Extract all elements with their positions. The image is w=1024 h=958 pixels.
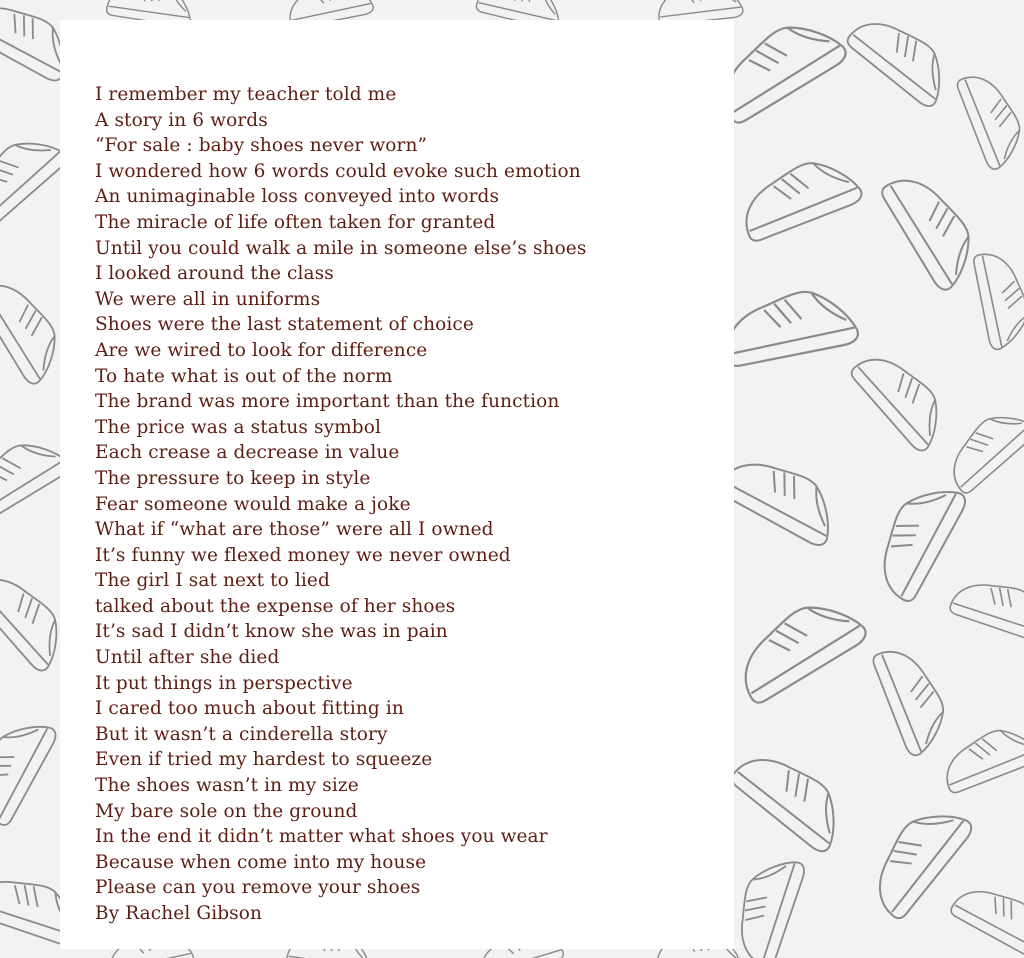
poem-body xyxy=(95,82,734,901)
sneaker-sketch-icon xyxy=(956,66,1024,172)
poem-line: Because when come into my house xyxy=(95,851,427,873)
sneaker-sketch-icon xyxy=(879,162,988,294)
poem-line: We were all in uniforms xyxy=(95,288,321,310)
sneaker-sketch-icon xyxy=(716,442,848,551)
sneaker-sketch-icon xyxy=(936,719,1024,794)
poem-line: Please can you remove your shoes xyxy=(95,877,421,899)
sneaker-sketch-icon xyxy=(862,472,971,604)
poem-line: The pressure to keep in style xyxy=(95,467,371,489)
sneaker-sketch-icon xyxy=(973,248,1024,351)
poem-line: I cared too much about fitting in xyxy=(95,698,404,720)
sneaker-sketch-icon xyxy=(857,793,977,921)
poem-line: It’s funny we flexed money we never owned xyxy=(95,544,511,566)
poem-line: To hate what is out of the norm xyxy=(95,365,393,387)
poem-line: Until you could walk a mile in someone else’s shoes xyxy=(95,237,587,259)
poem-line: “For sale : baby shoes never worn” xyxy=(95,135,428,157)
sneaker-sketch-icon xyxy=(733,149,865,243)
poem-line: Shoes were the last statement of choice xyxy=(95,314,474,336)
poem-line: A story in 6 words xyxy=(95,109,268,131)
sneaker-sketch-icon xyxy=(849,340,957,455)
poem-line: Until after she died xyxy=(95,647,280,669)
poem-line: The girl I sat next to lied xyxy=(95,570,330,592)
sneaker-sketch-icon xyxy=(729,737,857,857)
poem-line: talked about the expense of her shoes xyxy=(95,595,456,617)
poem-line: It’s sad I didn’t know she was in pain xyxy=(95,621,448,643)
poem-line: The price was a status symbol xyxy=(95,416,381,438)
sneaker-sketch-icon xyxy=(948,569,1024,644)
poem-line: Fear someone would make a joke xyxy=(95,493,411,515)
poem-line: Each crease a decrease in value xyxy=(95,442,400,464)
poem-line: I remember my teacher told me xyxy=(95,84,397,105)
poem-line: I wondered how 6 words could evoke such emotion xyxy=(95,160,581,182)
poem-line: Even if tried my hardest to squeeze xyxy=(95,749,433,771)
poem-line: I looked around the class xyxy=(95,263,334,285)
sneaker-sketch-icon xyxy=(949,874,1024,958)
poem-line: It put things in perspective xyxy=(95,672,353,694)
poem-author: By Rachel Gibson xyxy=(95,903,263,924)
sneaker-sketch-icon xyxy=(937,399,1024,495)
sneaker-sketch-icon xyxy=(871,639,955,758)
poem-line: My bare sole on the ground xyxy=(95,800,358,822)
poem-line: Are we wired to look for difference xyxy=(95,339,428,361)
poem-line: What if “what are those” were all I owned xyxy=(95,519,494,541)
poem-line: An unimaginable loss conveyed into words xyxy=(95,186,500,208)
sneaker-sketch-icon xyxy=(845,3,960,111)
poem-line: The brand was more important than the function xyxy=(95,391,560,413)
poem-line: The shoes wasn’t in my size xyxy=(95,775,359,797)
sneaker-sketch-icon xyxy=(724,849,808,958)
poem-line: But it wasn’t a cinderella story xyxy=(95,723,388,745)
poem-line: In the end it didn’t matter what shoes you wear xyxy=(95,826,548,848)
poem-card xyxy=(60,20,734,949)
sneaker-sketch-icon xyxy=(725,586,870,706)
sneaker-sketch-icon xyxy=(0,709,61,828)
sneaker-sketch-icon xyxy=(719,284,860,368)
poem-line: The miracle of life often taken for granted xyxy=(95,211,496,233)
